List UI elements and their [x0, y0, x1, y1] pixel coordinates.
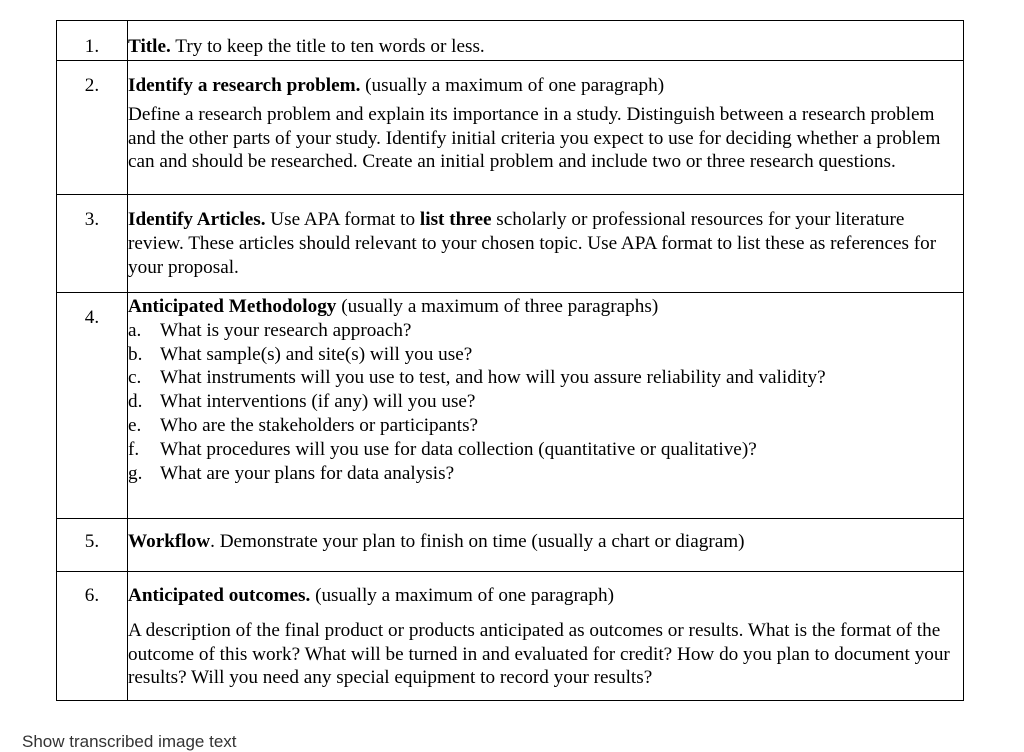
list-text: What sample(s) and site(s) will you use?: [160, 343, 473, 365]
list-item: [128, 390, 963, 414]
list-text: What is your research approach?: [160, 319, 412, 341]
list-marker: b.: [128, 343, 143, 365]
row-heading: Title.: [128, 36, 171, 57]
show-transcribed-text-link[interactable]: Show transcribed image text: [22, 732, 237, 751]
row-content: [128, 293, 964, 519]
list-text: What procedures will you use for data collection (quantitative or qualitative)?: [160, 438, 757, 460]
row-number: 4.: [57, 293, 128, 519]
list-text: What instruments will you use to test, and how will you assure reliability and validity?: [160, 367, 826, 389]
row-paragraph: A description of the final product or products anticipated as outcomes or results. What is the format of the outcome of this work? What will be turned in and evaluated for credit? How do you plan to document your results? Will you need any special equipment to record your results?: [128, 619, 950, 689]
row-content: [128, 572, 964, 701]
list-text: Who are the stakeholders or participants?: [160, 414, 479, 436]
list-text: What are your plans for data analysis?: [160, 462, 455, 484]
list-item: [128, 414, 963, 438]
row-heading-rest: Try to keep the title to ten words or less.: [170, 36, 485, 57]
row-content: [128, 61, 964, 195]
row-heading-rest: . Demonstrate your plan to finish on time (usually a chart or diagram): [210, 531, 745, 552]
row-heading-rest: (usually a maximum of one paragraph): [360, 75, 665, 96]
table-row: [57, 195, 964, 293]
list-item: [128, 462, 963, 486]
row-paragraph: Define a research problem and explain its importance in a study. Distinguish between a research problem and the other parts of your study. Identify initial criteria you expect to use for deciding whether a problem can and should be researched. Create an initial problem and include two or three research questions.: [128, 103, 941, 173]
list-marker: c.: [128, 367, 142, 389]
row-emphasis: list three: [419, 209, 492, 230]
row-text: scholarly or professional resources for your literature review. These articles should relevant to your chosen topic. Use APA format to list these as references for your proposal.: [128, 209, 937, 278]
table-row: [57, 572, 964, 701]
row-text: Use APA format to: [265, 209, 420, 230]
list-item: [128, 366, 963, 390]
table-row: [57, 21, 964, 61]
row-heading-rest: (usually a maximum of one paragraph): [310, 585, 614, 606]
row-content: [128, 21, 964, 61]
table-row: [57, 61, 964, 195]
row-heading: Anticipated outcomes.: [128, 585, 311, 606]
row-content: [128, 519, 964, 572]
list-item: [128, 319, 963, 343]
row-heading: Anticipated Methodology: [128, 296, 337, 317]
list-marker: a.: [128, 319, 142, 341]
list-item: [128, 438, 963, 462]
row-number: 1.: [57, 21, 128, 61]
row-heading: Workflow: [128, 531, 211, 552]
row-content: [128, 195, 964, 293]
list-marker: g.: [128, 462, 143, 484]
list-text: What interventions (if any) will you use?: [160, 391, 476, 413]
row-heading-rest: (usually a maximum of three paragraphs): [336, 296, 659, 317]
list-item: [128, 343, 963, 367]
table-row: [57, 293, 964, 519]
row-number: 6.: [57, 572, 128, 701]
row-heading: Identify Articles.: [128, 209, 266, 230]
row-number: 2.: [57, 61, 128, 195]
list-marker: e.: [128, 414, 142, 436]
row-number: 5.: [57, 519, 128, 572]
row-heading: Identify a research problem.: [128, 75, 361, 96]
proposal-requirements-table: [56, 20, 964, 701]
table-row: [57, 519, 964, 572]
row-number: 3.: [57, 195, 128, 293]
list-marker: f.: [128, 438, 140, 460]
list-marker: d.: [128, 391, 143, 413]
